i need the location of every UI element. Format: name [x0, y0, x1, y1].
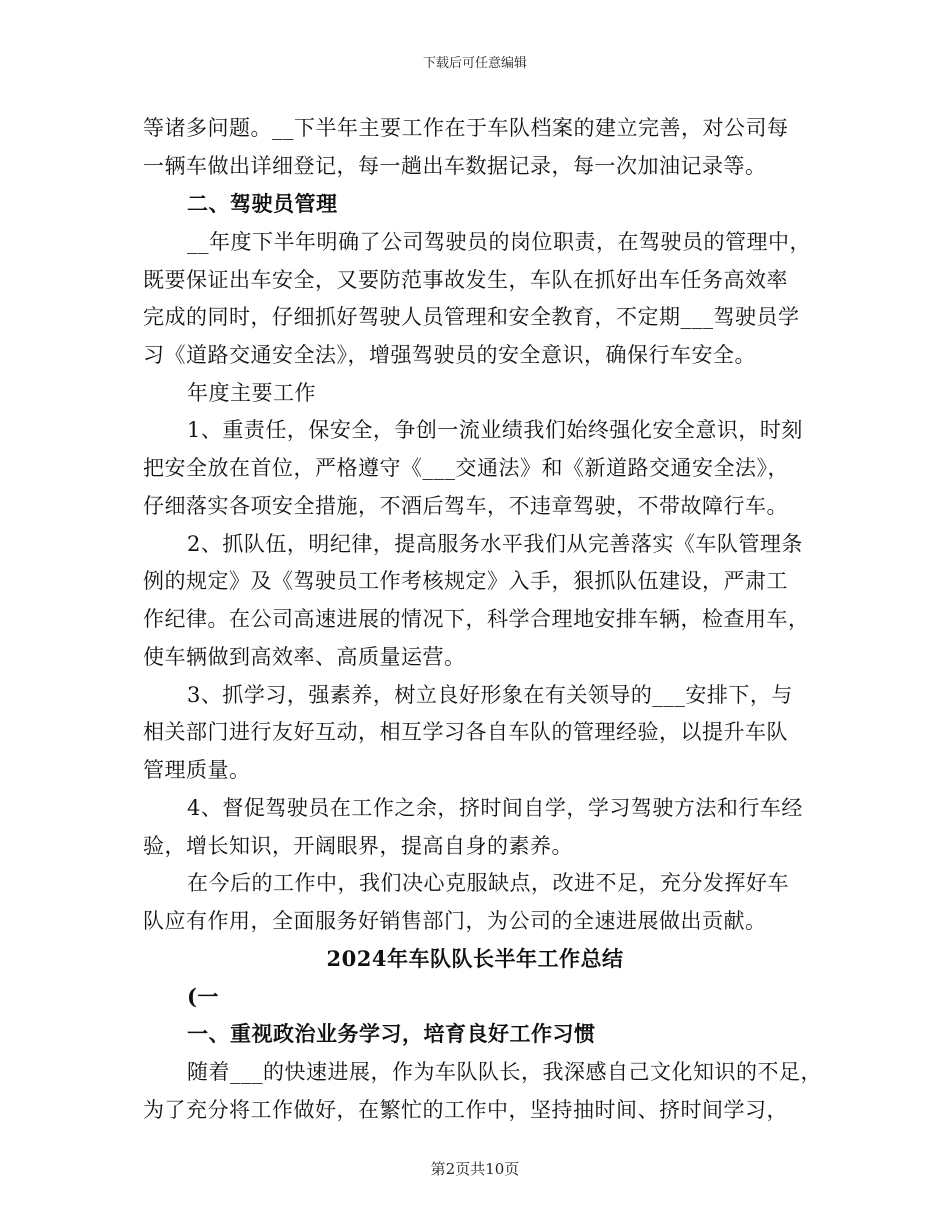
- subheading: 年度主要工作: [187, 381, 316, 405]
- body-line: 把安全放在首位，严格遵守《___交通法》和《新道路交通安全法》，: [143, 456, 789, 480]
- page-header: 下载后可任意编辑: [422, 56, 527, 71]
- body-line: 完成的同时，仔细抓好驾驶人员管理和安全教育，不定期___驾驶员学: [143, 305, 800, 329]
- body-line: 管理质量。: [143, 758, 251, 782]
- body-line: __年度下半年明确了公司驾驶员的岗位职责，在驾驶员的管理中，: [187, 230, 811, 254]
- body-line: 1、重责任，保安全，争创一流业绩我们始终强化安全意识，时刻: [187, 418, 803, 442]
- document-title: 2024年车队队长半年工作总结: [326, 946, 624, 971]
- body-line: 等诸多问题。__下半年主要工作在于车队档案的建立完善，对公司每: [143, 116, 789, 140]
- body-line: 作纪律。在公司高速进展的情况下，科学合理地安排车辆，检查用车，: [143, 607, 810, 631]
- body-line: 验，增长知识，开阔眼界，提高自身的素养。: [143, 834, 573, 858]
- body-line: 仔细落实各项安全措施，不酒后驾车，不违章驾驶，不带故障行车。: [143, 494, 788, 518]
- body-line: 例的规定》及《驾驶员工作考核规定》入手，狠抓队伍建设，严肃工: [143, 569, 788, 593]
- body-line: 3、抓学习，强素养，树立良好形象在有关领导的___安排下，与: [187, 683, 793, 707]
- part-marker: (一: [187, 984, 219, 1009]
- body-line: 在今后的工作中，我们决心克服缺点，改进不足，充分发挥好车: [187, 871, 789, 895]
- body-line: 既要保证出车安全，又要防范事故发生，车队在抓好出车任务高效率: [143, 268, 788, 292]
- body-line: 使车辆做到高效率、高质量运营。: [143, 645, 466, 669]
- body-line: 习《道路交通安全法》，增强驾驶员的安全意识，确保行车安全。: [143, 343, 756, 367]
- body-line: 相关部门进行友好互动，相互学习各自车队的管理经验，以提升车队: [143, 720, 788, 744]
- section-heading: 一、重视政治业务学习，培育良好工作习惯: [187, 1021, 596, 1046]
- body-line: 随着___的快速进展，作为车队队长，我深感自己文化知识的不足，: [187, 1060, 822, 1084]
- body-line: 一辆车做出详细登记，每一趟出车数据记录，每一次加油记录等。: [143, 154, 767, 178]
- body-line: 2、抓队伍，明纪律，提高服务水平我们从完善落实《车队管理条: [187, 532, 803, 556]
- page-number: 第2页共10页: [430, 1160, 520, 1178]
- body-line: 4、督促驾驶员在工作之余，挤时间自学，学习驾驶方法和行车经: [187, 796, 803, 820]
- body-line: 队应有作用，全面服务好销售部门，为公司的全速进展做出贡献。: [143, 909, 767, 933]
- body-line: 为了充分将工作做好，在繁忙的工作中，坚持抽时间、挤时间学习，: [143, 1098, 788, 1122]
- section-heading: 二、驾驶员管理: [187, 191, 338, 216]
